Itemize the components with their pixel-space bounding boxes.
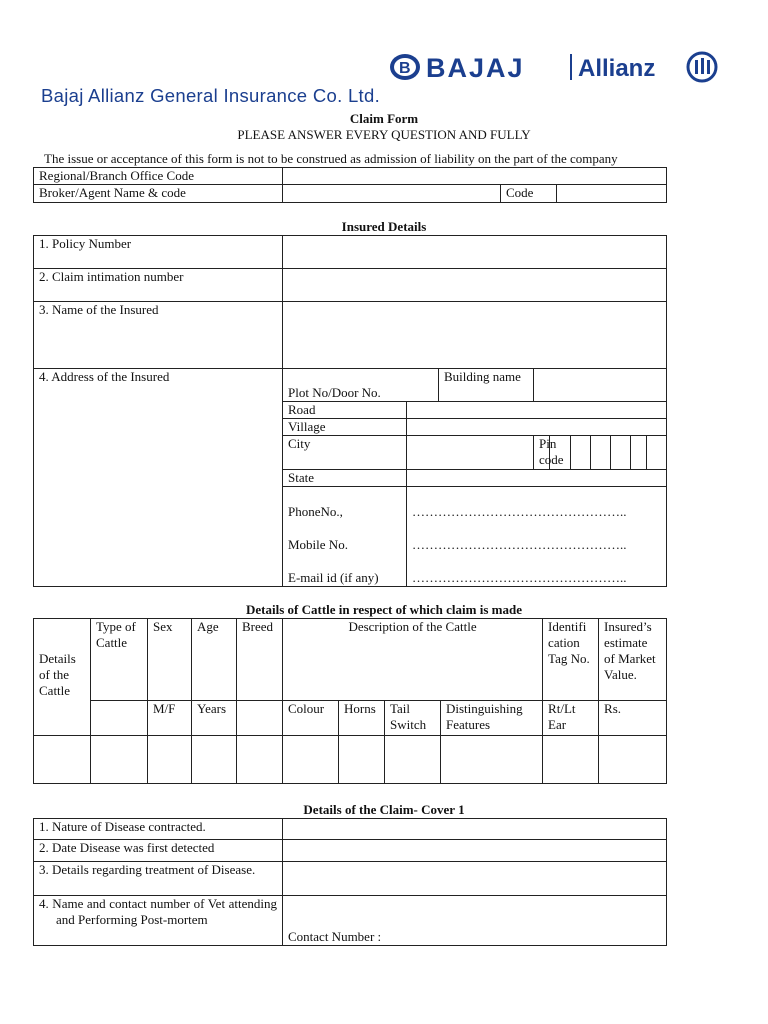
code-label: Code	[501, 185, 557, 203]
plot-label: Plot No/Door No.	[283, 369, 439, 402]
horns-subheader: Horns	[339, 701, 385, 736]
cattle-cell-horns[interactable]	[339, 736, 385, 784]
pin-code-label: Pin code	[534, 436, 550, 470]
insured-section-title: Insured Details	[341, 219, 427, 234]
vet-label: 4. Name and contact number of Vet attending and Performing Post-mortem	[34, 896, 283, 946]
sex-header: Sex	[148, 619, 192, 701]
disease-date-label: 2. Date Disease was first detected	[34, 840, 283, 862]
cattle-section-title: Details of Cattle in respect of which claim is made	[246, 602, 522, 617]
rs-subheader: Rs.	[599, 701, 667, 736]
policy-number-label: 1. Policy Number	[34, 236, 283, 269]
treatment-field[interactable]	[283, 862, 667, 896]
description-header: Description of the Cattle	[283, 619, 543, 701]
cattle-table	[33, 618, 667, 784]
features-subheader: Distinguishing Features	[441, 701, 543, 736]
claim-intimation-label: 2. Claim intimation number	[34, 269, 283, 302]
company-name: Bajaj Allianz General Insurance Co. Ltd.	[41, 85, 381, 106]
cattle-cell-breed[interactable]	[237, 736, 283, 784]
age-header: Age	[192, 619, 237, 701]
vet-contact-field[interactable]: Contact Number :	[283, 896, 667, 946]
pin-box-2[interactable]	[571, 436, 591, 470]
cattle-cell-age[interactable]	[192, 736, 237, 784]
phone-label: PhoneNo.,	[288, 504, 343, 519]
cattle-cell-value[interactable]	[599, 736, 667, 784]
claim-intimation-field[interactable]	[283, 269, 667, 302]
tag-number-header: Identifi cation Tag No.	[543, 619, 599, 701]
contact-fields	[407, 487, 667, 587]
building-name-label: Building name	[439, 369, 534, 402]
claim-section-title: Details of the Claim- Cover 1	[303, 802, 465, 817]
policy-number-field[interactable]	[283, 236, 667, 269]
contact-labels	[283, 487, 407, 587]
form-title: Claim Form	[349, 111, 419, 126]
pin-box-5[interactable]	[631, 436, 647, 470]
cattle-cell-colour[interactable]	[283, 736, 339, 784]
cattle-row-label: Details of the Cattle	[34, 619, 91, 736]
email-field[interactable]: …………………………………………..	[412, 570, 627, 585]
claim-table	[33, 818, 667, 946]
building-name-field[interactable]	[534, 369, 667, 402]
regional-office-label: Regional/Branch Office Code	[34, 168, 283, 185]
disease-date-field[interactable]	[283, 840, 667, 862]
ear-subheader: Rt/Lt Ear	[543, 701, 599, 736]
broker-agent-field[interactable]	[283, 185, 501, 203]
code-field[interactable]	[557, 185, 667, 203]
village-label: Village	[283, 419, 407, 436]
colour-subheader: Colour	[283, 701, 339, 736]
treatment-label: 3. Details regarding treatment of Disease.	[34, 862, 283, 896]
market-value-header: Insured’s estimate of Market Value.	[599, 619, 667, 701]
cattle-cell-features[interactable]	[441, 736, 543, 784]
insured-name-field[interactable]	[283, 302, 667, 369]
city-label: City	[283, 436, 407, 470]
state-label: State	[283, 470, 407, 487]
road-label: Road	[283, 402, 407, 419]
email-label: E-mail id (if any)	[288, 570, 379, 585]
road-field[interactable]	[407, 402, 667, 419]
pin-box-3[interactable]	[591, 436, 611, 470]
type-of-cattle-header: Type of Cattle	[91, 619, 148, 701]
phone-field[interactable]: …………………………………………..	[412, 504, 627, 519]
logo-bajaj-text: BAJAJ	[426, 53, 525, 83]
city-field[interactable]	[407, 436, 534, 470]
type-subheader	[91, 701, 148, 736]
breed-subheader	[237, 701, 283, 736]
insured-table	[33, 235, 667, 587]
form-instruction: PLEASE ANSWER EVERY QUESTION AND FULLY	[237, 127, 531, 142]
address-label: 4. Address of the Insured	[34, 369, 283, 587]
years-subheader: Years	[192, 701, 237, 736]
cattle-cell-tag[interactable]	[543, 736, 599, 784]
disease-nature-label: 1. Nature of Disease contracted.	[34, 819, 283, 840]
insured-name-label: 3. Name of the Insured	[34, 302, 283, 369]
pin-box-4[interactable]	[611, 436, 631, 470]
cattle-cell-sex[interactable]	[148, 736, 192, 784]
mobile-field[interactable]: …………………………………………..	[412, 537, 627, 552]
mf-subheader: M/F	[148, 701, 192, 736]
bajaj-allianz-logo	[388, 50, 718, 84]
disease-nature-field[interactable]	[283, 819, 667, 840]
breed-header: Breed	[237, 619, 283, 701]
mobile-label: Mobile No.	[288, 537, 348, 552]
state-field[interactable]	[407, 470, 667, 487]
disclaimer: The issue or acceptance of this form is not to be construed as admission of liability on the part of the company	[44, 151, 618, 166]
logo-allianz-text: Allianz	[578, 55, 656, 82]
cattle-cell-label	[34, 736, 91, 784]
village-field[interactable]	[407, 419, 667, 436]
cattle-cell-tail[interactable]	[385, 736, 441, 784]
tail-switch-subheader: Tail Switch	[385, 701, 441, 736]
pin-box-6[interactable]	[647, 436, 667, 470]
broker-agent-label: Broker/Agent Name & code	[34, 185, 283, 203]
office-table	[33, 167, 667, 203]
regional-office-field[interactable]	[283, 168, 667, 185]
svg-text:B: B	[399, 60, 411, 77]
cattle-cell-type[interactable]	[91, 736, 148, 784]
